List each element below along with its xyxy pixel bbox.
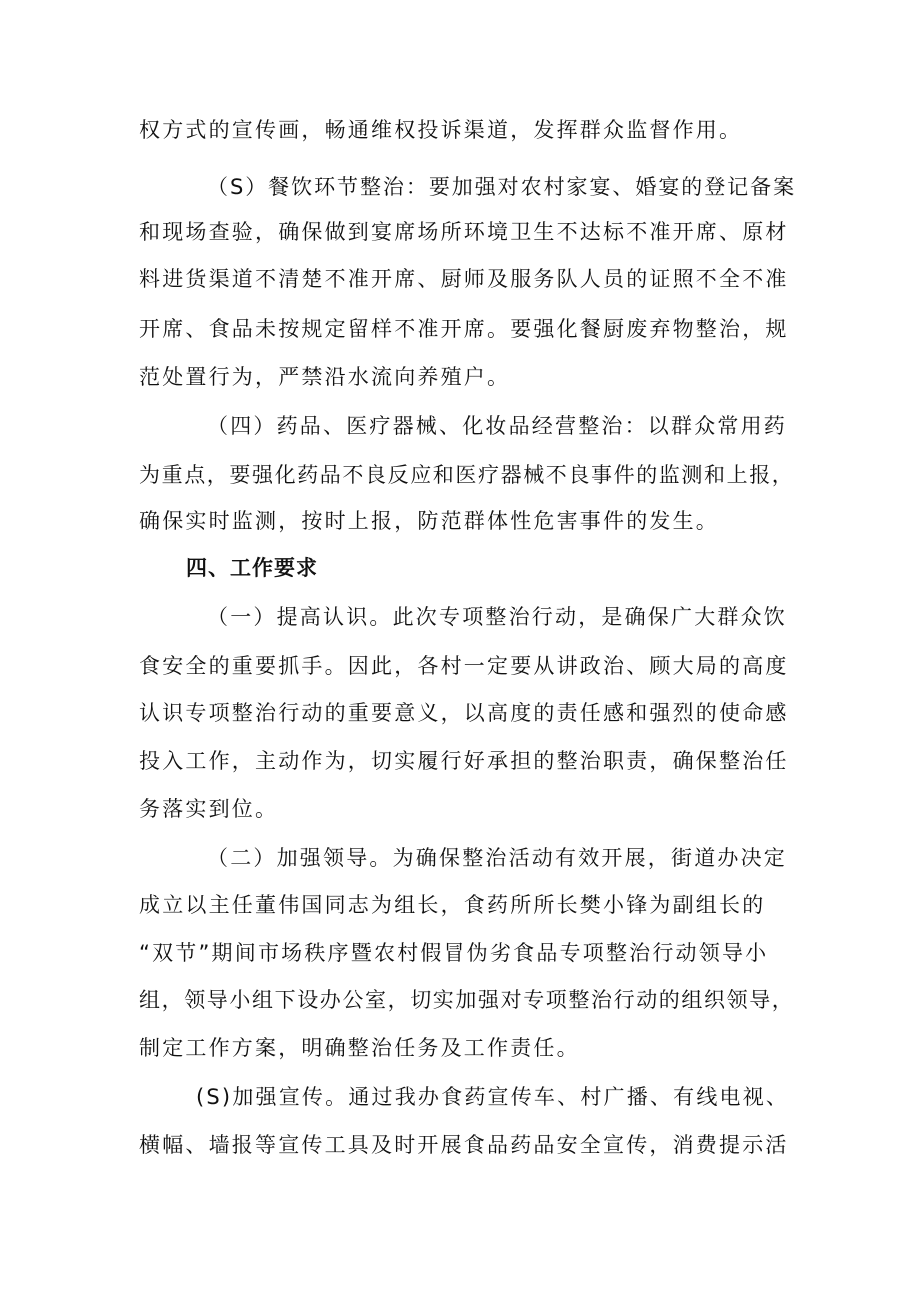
text-line: 认识专项整治行动的重要意义，以高度的责任感和强烈的使命感 <box>139 701 789 725</box>
text-line: 务落实到位。 <box>139 797 279 821</box>
text-line: 成立以主任董伟国同志为组长，食药所所长樊小锋为副组长的 <box>139 893 766 917</box>
text-line: 食安全的重要抓手。因此，各村一定要从讲政治、顾大局的高度 <box>139 654 789 678</box>
text-line: (S)加强宣传。通过我办食药宣传车、村广播、有线电视、 <box>196 1085 790 1109</box>
text-line: 确保实时监测，按时上报，防范群体性危害事件的发生。 <box>139 509 719 533</box>
text-line: 开席、食品未按规定留样不准开席。要强化餐厨废弃物整治，规 <box>139 317 789 341</box>
text-line: 组，领导小组下设办公室，切实加强对专项整治行动的组织领导， <box>139 988 795 1012</box>
text-line: 料进货渠道不清楚不准开席、厨师及服务队人员的证照不全不准 <box>139 267 789 291</box>
text-line: 范处置行为，严禁沿水流向养殖户。 <box>139 365 511 389</box>
text-line: （S）餐饮环节整治：要加强对农村家宴、婚宴的登记备案 <box>207 175 797 199</box>
text-line: 为重点，要强化药品不良反应和医疗器械不良事件的监测和上报， <box>139 463 795 487</box>
text-line: （四）药品、医疗器械、化妆品经营整治：以群众常用药 <box>207 414 787 438</box>
section-heading: 四、工作要求 <box>186 556 318 580</box>
text-line: （一）提高认识。此次专项整治行动，是确保广大群众饮 <box>207 605 787 629</box>
text-line: 权方式的宣传画，畅通维权投诉渠道，发挥群众监督作用。 <box>139 118 743 142</box>
text-line: （二）加强领导。为确保整治活动有效开展，街道办决定 <box>207 846 787 870</box>
text-line: “双节”期间市场秩序暨农村假冒伪劣食品专项整治行动领导小 <box>139 941 769 965</box>
text-line: 横幅、墙报等宣传工具及时开展食品药品安全宣传，消费提示活 <box>139 1133 789 1157</box>
text-line: 投入工作，主动作为，切实履行好承担的整治职责，确保整治任 <box>139 749 789 773</box>
text-line: 制定工作方案，明确整治任务及工作责任。 <box>139 1036 580 1060</box>
text-line: 和现场查验，确保做到宴席场所环境卫生不达标不准开席、原材 <box>139 220 789 244</box>
